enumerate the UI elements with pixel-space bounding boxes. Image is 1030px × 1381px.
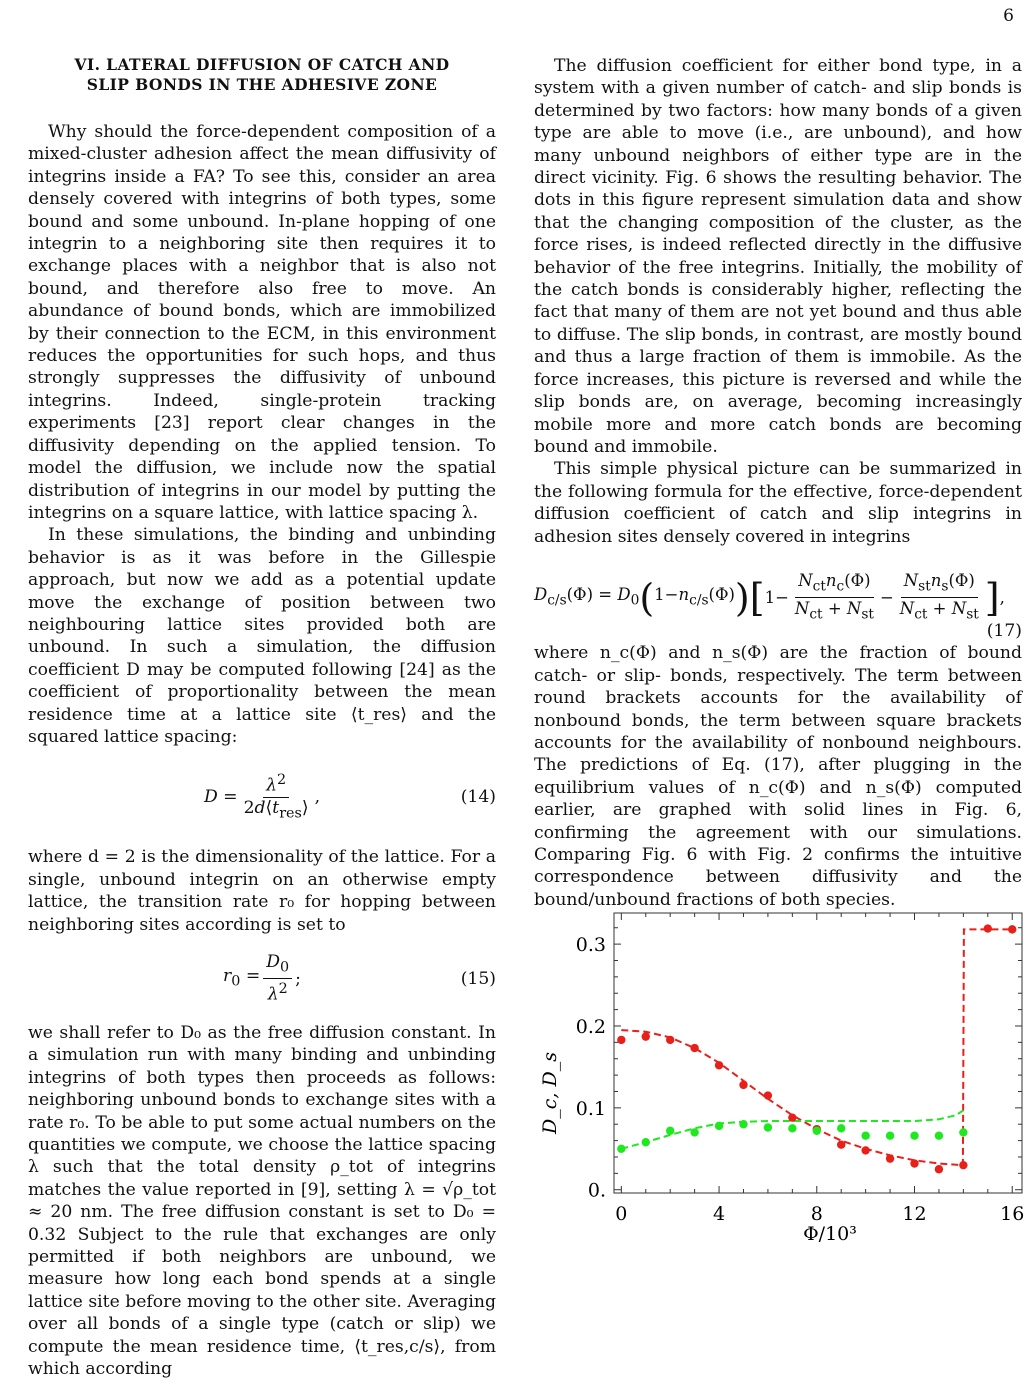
section-title-line1: VI. LATERAL DIFFUSION OF CATCH AND [74, 55, 450, 74]
simulation-point [935, 1165, 943, 1173]
simulation-point [984, 924, 992, 932]
y-axis-label: D_c, D_s [539, 1052, 561, 1134]
simulation-point [1008, 925, 1016, 933]
x-tick-label: 12 [902, 1203, 927, 1225]
simulation-point [813, 1127, 821, 1135]
equation-15: $r_0$ = $\frac{D_0}{\lambda^2}$ ; (15) [223, 951, 496, 1006]
simulation-point [666, 1036, 674, 1044]
simulation-point [690, 1128, 698, 1136]
simulation-point [715, 1061, 723, 1069]
simulation-point [666, 1127, 674, 1135]
right-column [534, 55, 1022, 911]
simulation-point [886, 1131, 894, 1139]
section-title [28, 55, 496, 95]
simulation-point [910, 1131, 918, 1139]
simulation-point [837, 1140, 845, 1148]
paragraph: where n_c(Φ) and n_s(Φ) are the fraction of bound catch- or slip- bonds, respectively. The term between round brackets accounts for the availability of nonbound bonds, the term between square brackets accounts for the availability of nonbound neighbours. The predictions of Eq. (17), after plugging in the equilibrium values of n_c(Φ) and n_s(Φ) computed earlier, are graphed with solid lines in Fig. 6, confirming the agreement with our simulations. Comparing Fig. 6 with Fig. 2 confirms the intuitive correspondence between diffusivity and the bound/unbound fractions of both species. [534, 643, 1022, 910]
equation-17: $D_{c/s}(\Phi) = D_0$ ( $1-n_{c/s}(\Phi)$ ) [ 1− $\frac{N_{ct}n_c(\Phi)}{N_{ct} + N_{st}}$ − $\frac{N_{st}n_s(\Phi)}{N_{ct} + N_{st}}$ ] , [534, 571, 1005, 623]
diffusion-chart [534, 908, 1026, 1248]
simulation-point [788, 1113, 796, 1121]
paragraph: where d = 2 is the dimensionality of the lattice. For a single, unbound integrin on an otherwise empty lattice, the transition rate r₀ for hopping between neighboring sites according is set to [28, 847, 496, 935]
x-tick-label: 8 [810, 1203, 823, 1225]
simulation-point [886, 1154, 894, 1162]
page-number: 6 [1003, 6, 1014, 26]
y-tick-label: 0. [587, 1179, 606, 1202]
simulation-point [837, 1124, 845, 1132]
equation-number: (17) [986, 620, 1022, 641]
y-tick-label: 0.2 [575, 1015, 606, 1038]
x-tick-label: 16 [1000, 1203, 1025, 1225]
x-tick-label: 0 [615, 1203, 628, 1225]
x-tick-label: 4 [713, 1203, 726, 1225]
y-tick-label: 0.3 [575, 934, 606, 957]
simulation-point [959, 1161, 967, 1169]
equation-number: (14) [460, 787, 496, 808]
x-axis-label: Φ/10³ [803, 1223, 857, 1245]
simulation-point [642, 1032, 650, 1040]
section-title-line2: SLIP BONDS IN THE ADHESIVE ZONE [86, 75, 438, 94]
simulation-point [935, 1131, 943, 1139]
equation-14: D = $\frac{\lambda^2}{2d⟨t_{res}⟩}$ , (14) [203, 772, 496, 822]
simulation-point [788, 1124, 796, 1132]
left-column [28, 55, 496, 1381]
simulation-point [690, 1044, 698, 1052]
paragraph: The diffusion coefficient for either bond type, in a system with a given number of catch- and slip bonds is determined by two factors: how many bonds of a given type are able to move (i.e., are unbound), and how many unbound neighbors of either type are in the direct vicinity. Fig. 6 shows the resulting behavior. The dots in this figure represent simulation data and show that the changing composition of the cluster, as the force rises, is indeed reflected directly in the diffusive behavior of the free integrins. Initially, the mobility of the catch bonds is considerably higher, reflecting the fact that many of them are not yet bound and thus able to diffuse. The slip bonds, in contrast, are mostly bound and thus a large fraction of them is immobile. As the force increases, this picture is reversed and while the slip bonds are, on average, becoming increasingly mobile more and more catch bonds are becoming bound and immobile. [534, 56, 1022, 457]
simulation-point [739, 1120, 747, 1128]
paragraph: Why should the force-dependent composition of a mixed-cluster adhesion affect the mean diffusivity of integrins inside a FA? To see this, consider an area densely covered with integrins of both types, some bound and some unbound. In-plane hopping of one integrin to a neighboring site then requires it to exchange places with a neighbor that is also not bound, and therefore also free to move. An abundance of bound bonds, which are immobilized by their connection to the ECM, in this environment reduces the opportunities for such hops, and thus strongly suppresses the diffusivity of unbound integrins. Indeed, single-protein tracking experiments [23] report clear changes in the diffusivity depending on the applied tension. To model the diffusion, we include now the spatial distribution of integrins in our model by putting the integrins on a square lattice, with lattice spacing λ. [28, 122, 496, 523]
simulation-point [861, 1146, 869, 1154]
simulation-point [959, 1128, 967, 1136]
simulation-point [715, 1122, 723, 1130]
paragraph: In these simulations, the binding and unbinding behavior is as it was before in the Gillespie approach, but now we add as a potential update move the exchange of position between two neighbouring lattice sites provided both are unbound. In such a simulation, the diffusion coefficient D may be computed following [24] as the coefficient of proportionality between the mean residence time at a lattice site ⟨t_res⟩ and the squared lattice spacing: [28, 525, 496, 747]
simulation-point [617, 1145, 625, 1153]
plot-frame [614, 913, 1022, 1193]
simulation-point [764, 1091, 772, 1099]
simulation-point [861, 1131, 869, 1139]
equation-number: (15) [460, 968, 496, 989]
simulation-point [910, 1159, 918, 1167]
simulation-point [642, 1138, 650, 1146]
simulation-point [764, 1123, 772, 1131]
figure-6-chart [534, 908, 1026, 1248]
y-tick-label: 0.1 [575, 1097, 606, 1120]
paragraph: This simple physical picture can be summarized in the following formula for the effective, force-dependent diffusion coefficient of catch and slip integrins in adhesion sites densely covered in integrins [534, 459, 1022, 547]
paragraph: we shall refer to D₀ as the free diffusion constant. In a simulation run with many binding and unbinding integrins of both types then proceeds as follows: neighboring unbound bonds to exchange sites with a rate r₀. To be able to put some actual numbers on the quantities we compute, we choose the lattice spacing λ such that the total density ρ_tot of integrins matches the value reported in [9], setting λ = √ρ_tot ≈ 20 nm. The free diffusion constant is set to D₀ = 0.32 Subject to the rule that exchanges are only permitted if both neighbors are unbound, we measure how long each bond spends at a single lattice site before moving to the other site. Averaging over all bonds of a single type (catch or slip) we compute the mean residence time, ⟨t_res,c/s⟩, from which according [28, 1023, 496, 1380]
simulation-point [617, 1036, 625, 1044]
simulation-point [739, 1081, 747, 1089]
